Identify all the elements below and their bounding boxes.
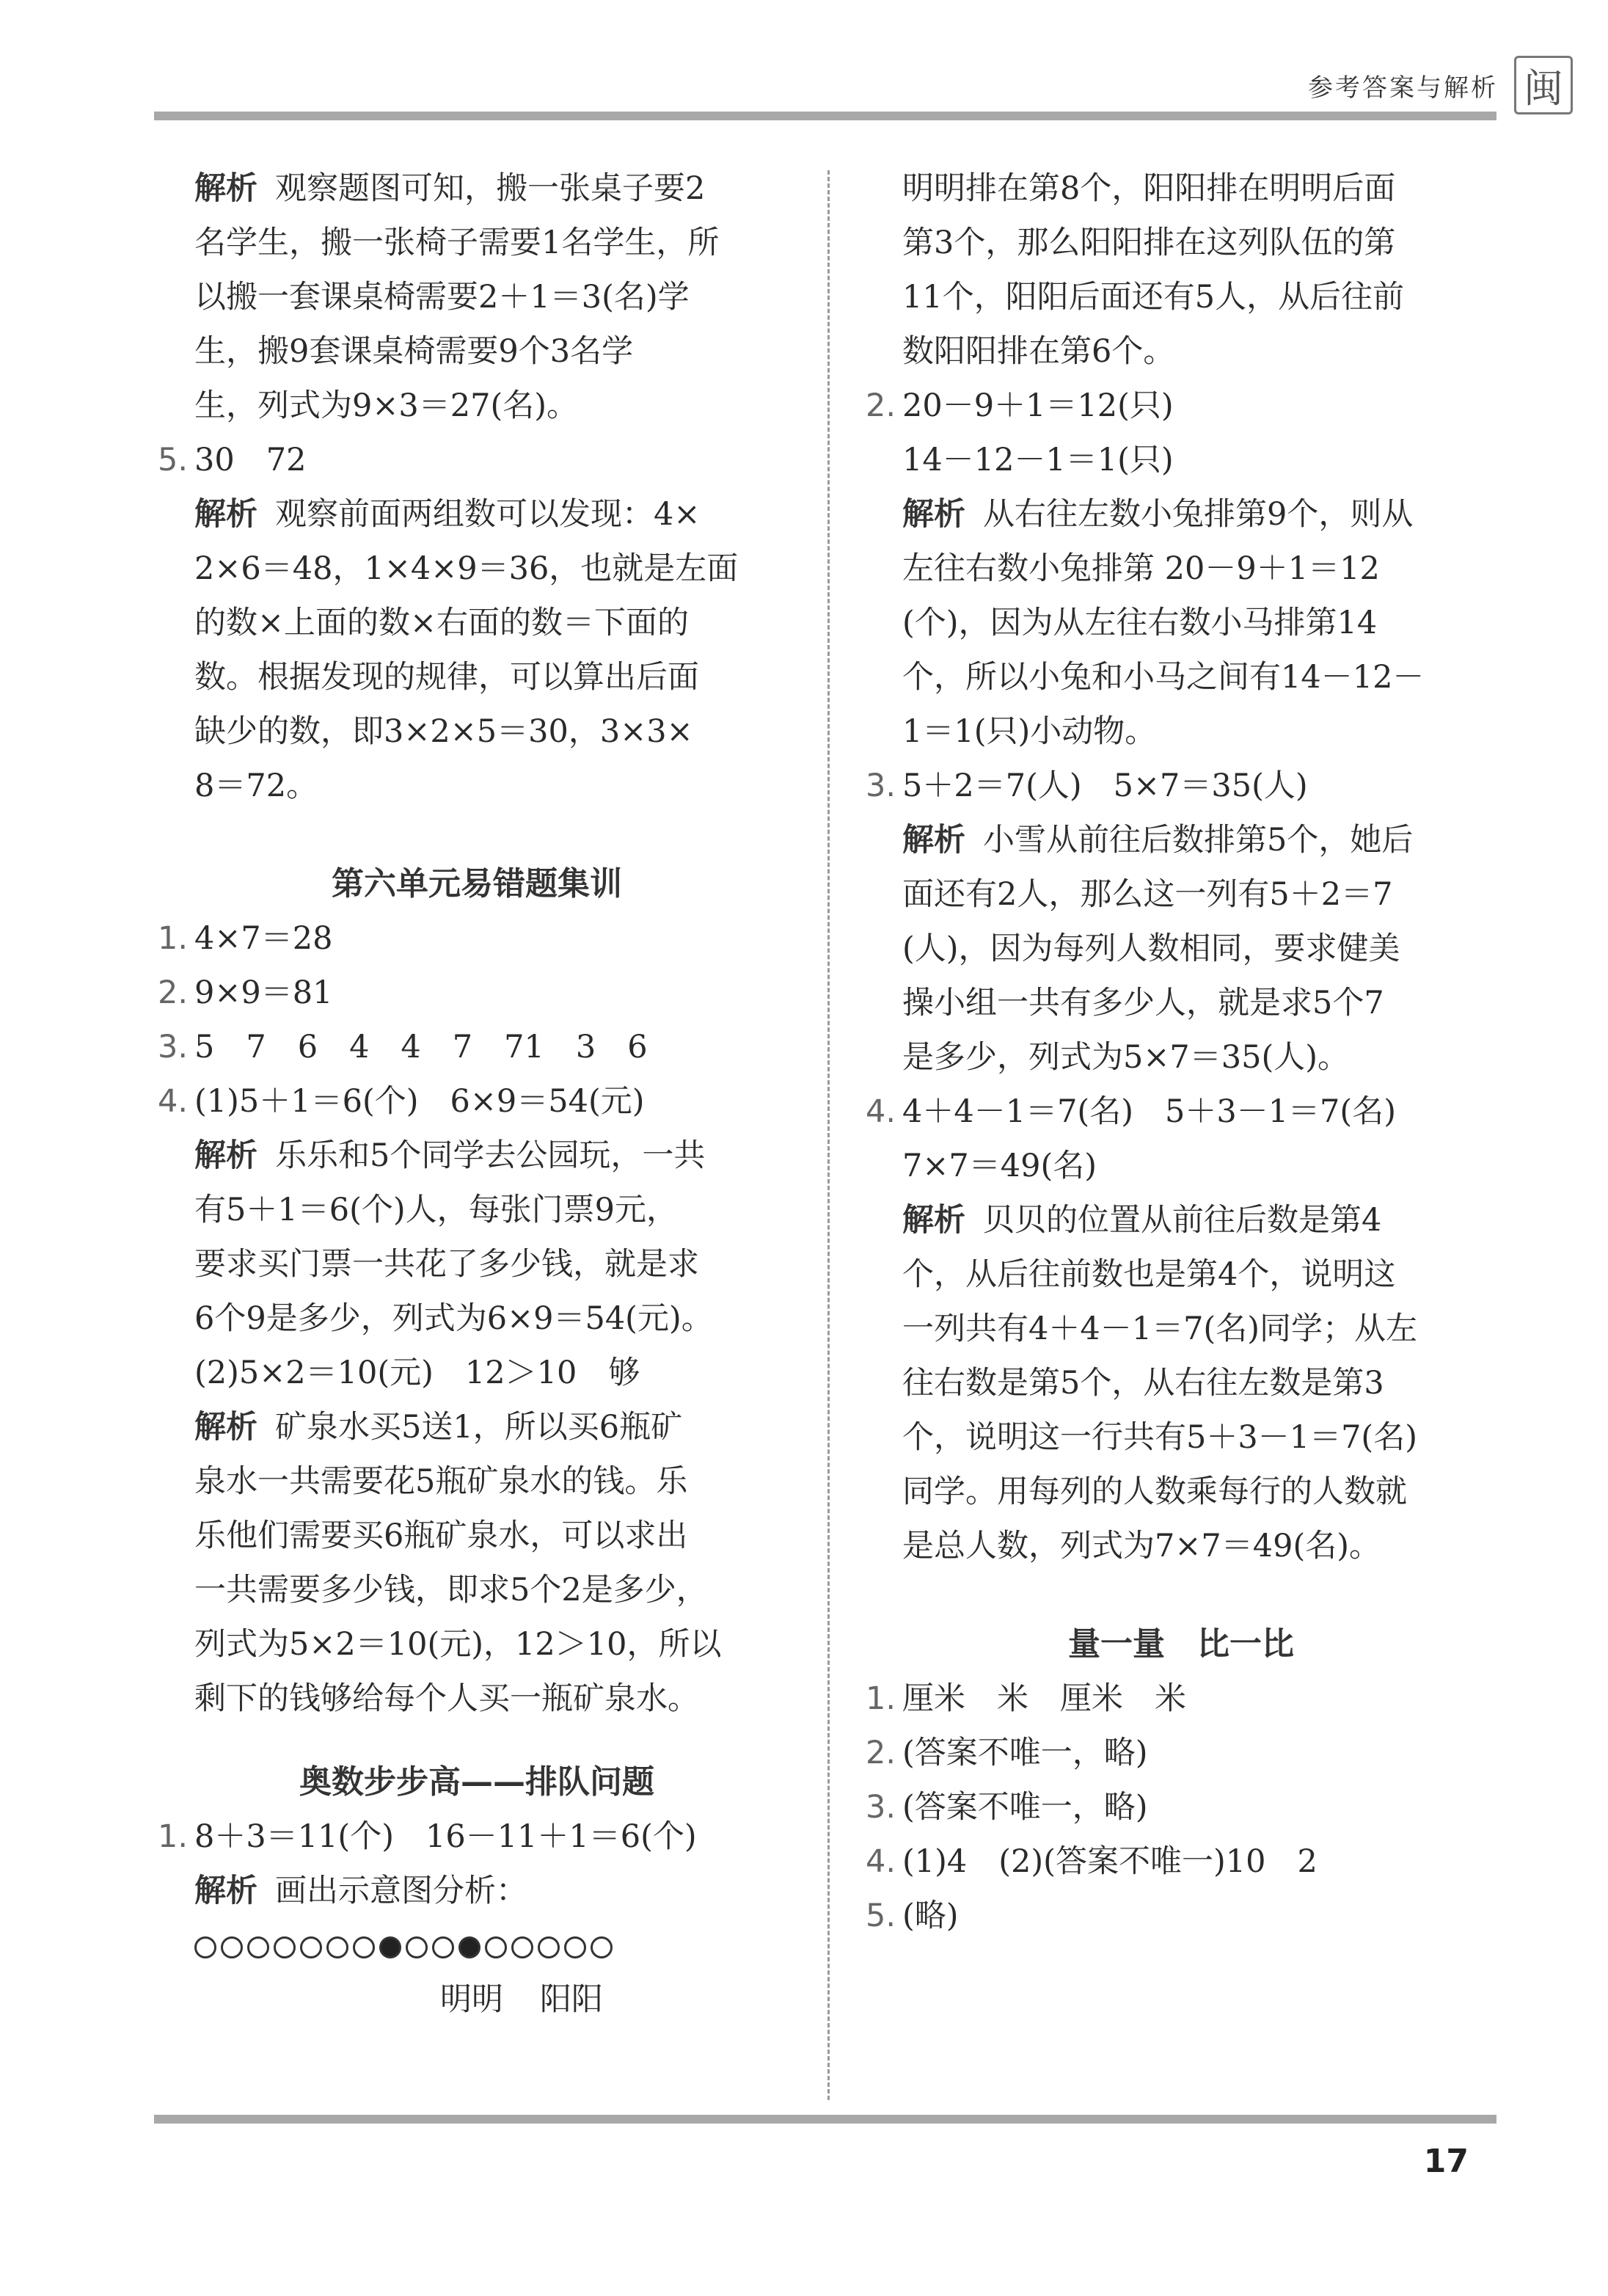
- answer-line: [866, 1726, 1496, 1780]
- analysis-line: [866, 976, 1496, 1030]
- answer-line: 4. 4＋4－1＝7(名) 5＋3－1＝7(名): [866, 1093, 1396, 1130]
- province-badge: 闽: [1514, 56, 1573, 114]
- question-number: 3.: [866, 1789, 896, 1826]
- filled-circle-icon: [458, 1936, 480, 1958]
- analysis-line: [158, 379, 796, 433]
- analysis-line: [866, 324, 1496, 379]
- question-number: 4.: [158, 1083, 189, 1120]
- analysis-text: 第3个，那么阳阳排在这列队伍的第: [902, 225, 1396, 261]
- analysis-line: [158, 216, 796, 270]
- analysis-line: [158, 270, 796, 324]
- circle-icon: [221, 1936, 243, 1958]
- analysis-text: 2×6＝48，1×4×9＝36，也就是左面: [194, 550, 739, 587]
- analysis-text: 列式为5×2＝10(元)，12＞10，所以: [194, 1626, 722, 1663]
- question-number: 2.: [158, 974, 189, 1011]
- header-title: 参考答案与解析: [1308, 73, 1498, 103]
- section-title: 奥数步步高——排队问题: [299, 1763, 654, 1801]
- analysis-tag: 解析: [194, 496, 257, 533]
- answer-text: 9×9＝81: [194, 974, 333, 1011]
- analysis-line: [158, 542, 796, 596]
- answer-line: 14－12－1＝1(只): [902, 442, 1174, 478]
- answer-text: 4×7＝28: [194, 920, 333, 957]
- circle-icon: [538, 1936, 560, 1958]
- analysis-text: 6个9是多少，列式为6×9＝54(元)。: [194, 1300, 713, 1337]
- queue-labels: [158, 1972, 796, 2027]
- analysis-text: 操小组一共有多少人，就是求5个7: [902, 985, 1384, 1021]
- analysis-line: [866, 1410, 1496, 1465]
- filled-circle-icon: [379, 1936, 401, 1958]
- question-number: 2.: [866, 1735, 896, 1771]
- queue-diagram: [158, 1918, 796, 1972]
- analysis-text: 一列共有4＋4－1＝7(名)同学；从左: [902, 1311, 1417, 1347]
- analysis-text: 乐乐和5个同学去公园玩，一共: [275, 1137, 706, 1174]
- analysis-line: [866, 1193, 1496, 1247]
- circle-icon: [591, 1936, 613, 1958]
- analysis-text: 同学。用每列的人数乘每行的人数就: [902, 1473, 1407, 1510]
- analysis-line: [158, 161, 796, 216]
- analysis-text: 的数×上面的数×右面的数＝下面的: [194, 605, 690, 641]
- analysis-text: 个，所以小兔和小马之间有14－12－: [902, 659, 1425, 696]
- analysis-line: 解析 画出示意图分析：: [194, 1873, 527, 1909]
- analysis-text: (2)5×2＝10(元) 12＞10 够: [194, 1355, 640, 1391]
- analysis-text: 一共需要多少钱，即求5个2是多少，: [194, 1572, 708, 1608]
- analysis-text: 矿泉水买5送1，所以买6瓶矿: [275, 1409, 683, 1446]
- answer-line: [158, 1074, 796, 1129]
- analysis-text: 从右往左数小兔排第9个，则从: [983, 496, 1414, 533]
- analysis-line: [866, 487, 1496, 542]
- analysis-text: 8＝72。: [194, 768, 318, 804]
- analysis-line: [158, 1400, 796, 1454]
- analysis-line: [158, 1563, 796, 1617]
- analysis-text: 往右数是第5个，从右往左数是第3: [902, 1365, 1384, 1402]
- answer-line: [866, 1672, 1496, 1726]
- question-number: 1.: [158, 920, 189, 957]
- analysis-text: (个)，因为从左往右数小马排第14: [902, 605, 1378, 641]
- answer-line: [158, 911, 796, 966]
- analysis-text: 缺少的数，即3×2×5＝30，3×3×: [194, 713, 693, 750]
- column-divider: [827, 170, 830, 2100]
- analysis-line: [158, 759, 796, 813]
- analysis-line: [866, 542, 1496, 596]
- bottom-rule: [154, 2115, 1496, 2124]
- circle-icon: [353, 1936, 375, 1958]
- answer-text: (答案不唯一，略): [902, 1789, 1148, 1826]
- circle-icon: [511, 1936, 533, 1958]
- analysis-tag: 解析: [194, 170, 257, 207]
- analysis-text: 观察题图可知，搬一张桌子要2: [275, 170, 706, 207]
- analysis-text: 小雪从前往后数排第5个，她后: [983, 822, 1414, 859]
- circle-icon: [406, 1936, 428, 1958]
- section-title: 量一量 比一比: [1068, 1625, 1294, 1663]
- analysis-line: [866, 161, 1496, 216]
- answer-line: 1. 8＋3＝11(个) 16－11＋1＝6(个): [158, 1818, 697, 1855]
- analysis-line: [158, 1617, 796, 1672]
- analysis-line: [158, 1291, 796, 1346]
- answer-line: 7×7＝49(名): [902, 1148, 1097, 1184]
- circle-icon: [194, 1936, 216, 1958]
- answer-text: (1)4 (2)(答案不唯一)10 2: [902, 1843, 1318, 1880]
- analysis-text: 以搬一套课桌椅需要2＋1＝3(名)学: [194, 279, 690, 316]
- left-column: [158, 161, 796, 2027]
- analysis-tag: 解析: [194, 1409, 257, 1446]
- analysis-line: [866, 270, 1496, 324]
- analysis-line: [866, 704, 1496, 759]
- answer-text: (1)5＋1＝6(个) 6×9＝54(元): [194, 1083, 645, 1120]
- analysis-text: 名学生，搬一张椅子需要1名学生，所: [194, 225, 720, 261]
- analysis-line: [866, 650, 1496, 704]
- analysis-line: [866, 1302, 1496, 1356]
- analysis-line: [158, 704, 796, 759]
- section-title: 第六单元易错题集训: [332, 865, 622, 903]
- analysis-line: [158, 1237, 796, 1291]
- analysis-text: 生，列式为9×3＝27(名)。: [194, 387, 579, 424]
- analysis-text: 要求买门票一共花了多少钱，就是求: [194, 1246, 699, 1283]
- answer-line: 3. 5＋2＝7(人) 5×7＝35(人): [866, 768, 1308, 804]
- answer-line: [158, 1020, 796, 1074]
- analysis-text: 贝贝的位置从前往后数是第4: [983, 1202, 1382, 1239]
- analysis-line: [866, 1030, 1496, 1085]
- analysis-line: [866, 1519, 1496, 1573]
- analysis-line: [866, 1247, 1496, 1302]
- analysis-text: 11个，阳阳后面还有5人，从后往前: [902, 279, 1405, 316]
- analysis-tag: 解析: [902, 496, 965, 533]
- analysis-line: [158, 1183, 796, 1237]
- top-rule: [154, 112, 1496, 120]
- analysis-line: [158, 596, 796, 650]
- analysis-line: [158, 1672, 796, 1726]
- analysis-line: [158, 487, 796, 542]
- analysis-text: 是总人数，列式为7×7＝49(名)。: [902, 1528, 1381, 1564]
- circle-icon: [300, 1936, 322, 1958]
- label-mingming: 明明: [440, 1981, 503, 2018]
- question-number: 5.: [866, 1898, 896, 1934]
- question-number: 4.: [866, 1843, 896, 1880]
- analysis-text: 有5＋1＝6(个)人，每张门票9元，: [194, 1192, 678, 1228]
- analysis-text: 剩下的钱够给每个人买一瓶矿泉水。: [194, 1680, 699, 1717]
- answer-text: 厘米 米 厘米 米: [902, 1680, 1186, 1717]
- analysis-tag: 解析: [194, 1137, 257, 1174]
- circle-icon: [274, 1936, 296, 1958]
- analysis-text: 左往右数小兔排第 20－9＋1＝12: [902, 550, 1380, 587]
- analysis-text: 泉水一共需要花5瓶矿泉水的钱。乐: [194, 1463, 688, 1500]
- circle-icon: [326, 1936, 348, 1958]
- page-number: 17: [1423, 2143, 1469, 2180]
- analysis-text: 明明排在第8个，阳阳排在明明后面: [902, 170, 1396, 207]
- answer-line: [866, 1834, 1496, 1889]
- analysis-line: [158, 1509, 796, 1563]
- analysis-tag: 解析: [902, 822, 965, 859]
- answer-line: 2. 20－9＋1＝12(只): [866, 387, 1174, 424]
- analysis-line: [866, 216, 1496, 270]
- analysis-line: [866, 1356, 1496, 1410]
- question-number: 1.: [866, 1680, 896, 1717]
- analysis-line: [158, 1454, 796, 1509]
- analysis-tag: 解析: [902, 1202, 965, 1239]
- analysis-text: 观察前面两组数可以发现：4×: [275, 496, 701, 533]
- analysis-line: [158, 324, 796, 379]
- analysis-text: 个，说明这一行共有5＋3－1＝7(名): [902, 1419, 1417, 1456]
- analysis-line: [158, 650, 796, 704]
- label-yangyang: 阳阳: [540, 1981, 603, 2018]
- analysis-text: (人)，因为每列人数相同，要求健美: [902, 930, 1400, 967]
- answer-line: 5. 30 72: [158, 442, 307, 478]
- circle-icon: [564, 1936, 586, 1958]
- analysis-text: 个，从后往前数也是第4个，说明这: [902, 1256, 1396, 1293]
- analysis-text: 数阳阳排在第6个。: [902, 333, 1175, 370]
- analysis-text: 数。根据发现的规律，可以算出后面: [194, 659, 699, 696]
- analysis-text: 面还有2人，那么这一列有5＋2＝7: [902, 876, 1393, 913]
- analysis-line: [158, 1346, 796, 1400]
- analysis-text: 是多少，列式为5×7＝35(人)。: [902, 1039, 1350, 1076]
- answer-text: (答案不唯一，略): [902, 1735, 1148, 1771]
- analysis-line: [866, 867, 1496, 922]
- answer-line: [158, 966, 796, 1020]
- question-number: 3.: [158, 1029, 189, 1065]
- analysis-text: 生，搬9套课桌椅需要9个3名学: [194, 333, 634, 370]
- answer-line: [866, 1889, 1496, 1943]
- analysis-line: [158, 1129, 796, 1183]
- analysis-text: 1＝1(只)小动物。: [902, 713, 1157, 750]
- analysis-line: [866, 922, 1496, 976]
- circle-icon: [247, 1936, 269, 1958]
- right-column: [866, 161, 1496, 1943]
- answer-text: 5 7 6 4 4 7 71 3 6: [194, 1029, 648, 1065]
- answer-text: (略): [902, 1898, 959, 1934]
- analysis-line: [866, 813, 1496, 867]
- analysis-line: [866, 596, 1496, 650]
- analysis-line: [866, 1465, 1496, 1519]
- circle-icon: [485, 1936, 507, 1958]
- analysis-text: 乐他们需要买6瓶矿泉水，可以求出: [194, 1517, 688, 1554]
- circle-icon: [432, 1936, 454, 1958]
- answer-line: [866, 1780, 1496, 1834]
